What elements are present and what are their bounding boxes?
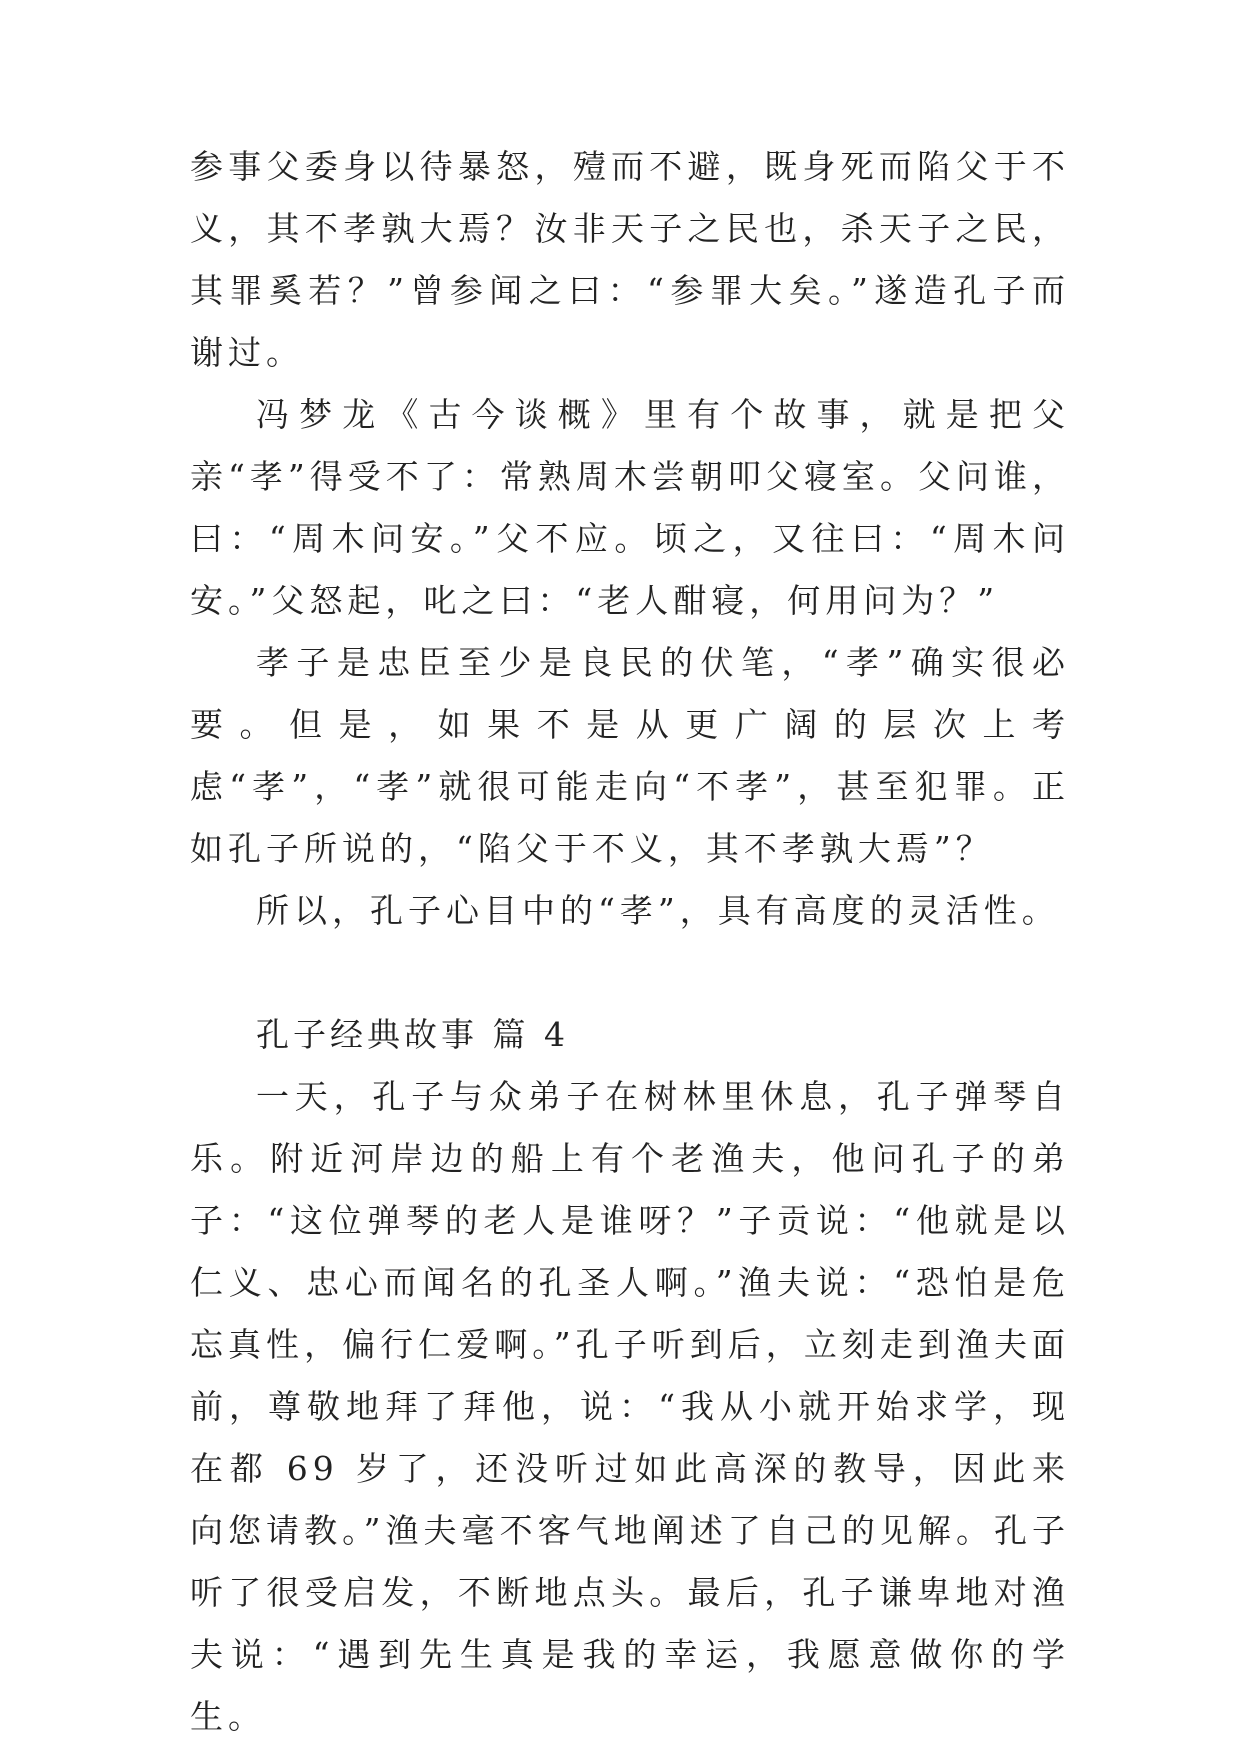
paragraph-conclusion: 所以，孔子心目中的“孝”，具有高度的灵活性。 <box>256 891 1060 930</box>
document-body <box>190 136 1070 1748</box>
section-spacer <box>190 942 1070 1004</box>
section-heading: 孔子经典故事 篇 4 <box>256 1015 569 1054</box>
paragraph-fisherman-story: 一天，孔子与众弟子在树林里休息，孔子弹琴自乐。附近河岸边的船上有个老渔夫，他问孔子的弟子：“这位弹琴的老人是谁呀？”子贡说：“他就是以仁义、忠心而闻名的孔圣人啊。”渔夫说：“恐怕是危忘真性，偏行仁爱啊。”孔子听到后，立刻走到渔夫面前，尊敬地拜了拜他，说：“我从小就开始求学，现在都 69 岁了，还没听过如此高深的教导，因此来向您请教。”渔夫毫不客气地阐述了自己的见解。孔子听了很受启发，不断地点头。最后，孔子谦卑地对渔夫说：“遇到先生真是我的幸运，我愿意做你的学生。 <box>190 1077 1070 1736</box>
paragraph-continued: 参事父委身以待暴怒，殪而不避，既身死而陷父于不义，其不孝孰大焉？汝非天子之民也，杀天子之民，其罪奚若？”曾参闻之曰：“参罪大矣。”遂造孔子而谢过。 <box>190 147 1070 372</box>
paragraph-feng-menglong: 冯梦龙《古今谈概》里有个故事，就是把父亲“孝”得受不了：常熟周木尝朝叩父寝室。父问谁，曰：“周木问安。”父不应。顷之，又往曰：“周木问安。”父怒起，叱之曰：“老人酣寝，何用问为？” <box>190 395 1070 620</box>
paragraph-filial-piety: 孝子是忠臣至少是良民的伏笔，“孝”确实很必要。但是，如果不是从更广阔的层次上考虑“孝”，“孝”就很可能走向“不孝”，甚至犯罪。正如孔子所说的，“陷父于不义，其不孝孰大焉”？ <box>190 643 1070 868</box>
